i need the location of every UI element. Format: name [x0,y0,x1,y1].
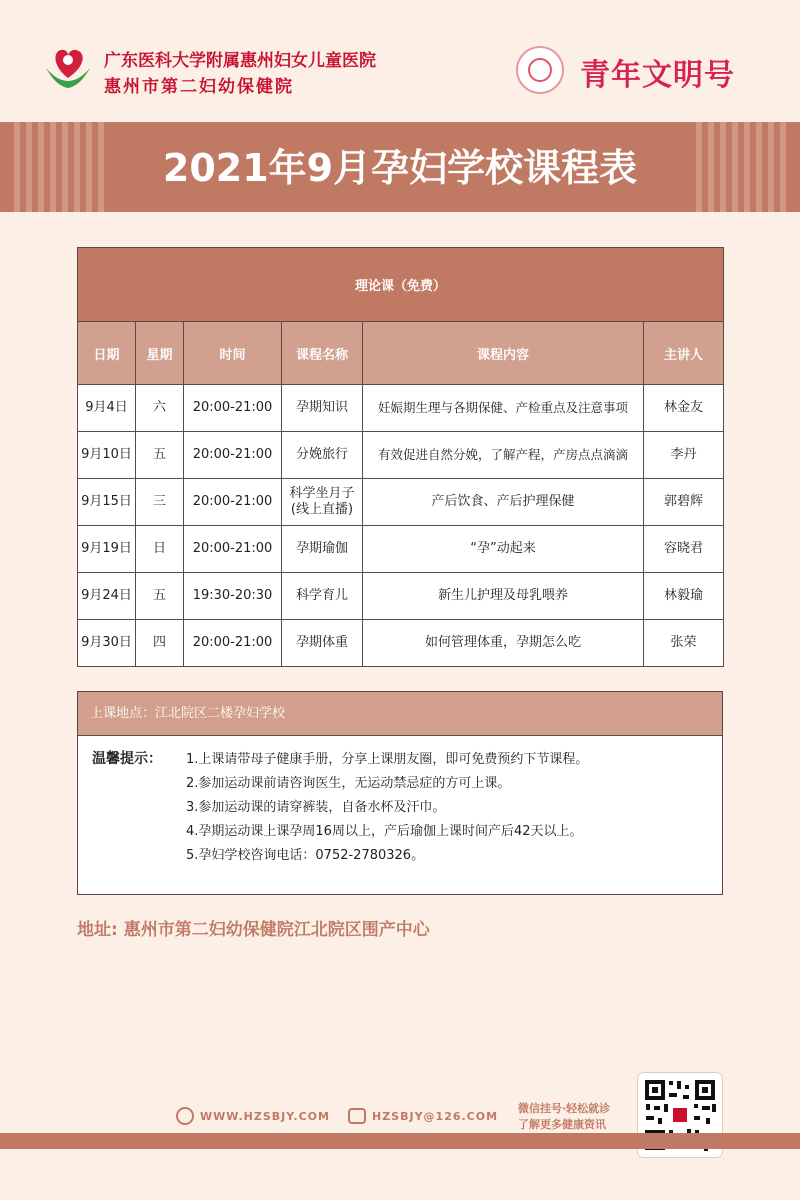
table-row [78,479,724,526]
youth-badge-text: 青年文明号 [580,58,735,93]
cell-time: 20:00-21:00 [184,432,282,479]
cell-speaker: 林毅瑜 [644,573,724,620]
cell-course-name: 分娩旅行 [282,432,363,479]
page-title: 2021年9月孕妇学校课程表 [162,146,638,190]
wechat-text-line2: 了解更多健康资讯 [518,1118,606,1131]
cell-speaker: 林金友 [644,385,724,432]
table-row [78,432,724,479]
header-weekday: 星期 [136,322,184,385]
website-link[interactable]: WWW.HZSBJY.COM [200,1110,330,1123]
cell-course-content: 如何管理体重，孕期怎么吃 [363,620,644,667]
title-box [118,128,682,208]
cell-speaker: 郭碧辉 [644,479,724,526]
website-icon [176,1107,194,1125]
cell-speaker: 李丹 [644,432,724,479]
cell-time: 19:30-20:30 [184,573,282,620]
tips-label: 温馨提示： [92,751,162,767]
info-panel [77,691,723,895]
cell-time: 20:00-21:00 [184,620,282,667]
header-speaker: 主讲人 [644,322,724,385]
cell-course-content: 新生儿护理及母乳喂养 [363,573,644,620]
cell-time: 20:00-21:00 [184,526,282,573]
cell-course-content: 有效促进自然分娩，了解产程，产房点点滴滴 [363,432,644,479]
table-caption: 理论课（免费） [78,248,724,322]
cell-date: 9月19日 [78,526,136,573]
cell-date: 9月24日 [78,573,136,620]
cell-course-name: 孕期体重 [282,620,363,667]
cell-course-name: 科学育儿 [282,573,363,620]
tip-item: 4.孕期运动课上课孕周16周以上，产后瑜伽上课时间产后42天以上。 [186,824,583,839]
email-link[interactable]: HZSBJY@126.COM [372,1110,499,1123]
schedule-table [77,247,724,667]
cell-course-name: 孕期知识 [282,385,363,432]
cell-weekday: 四 [136,620,184,667]
address: 地址: 惠州市第二妇幼保健院江北院区围产中心 [77,920,430,940]
cell-weekday: 五 [136,573,184,620]
table-row [78,385,724,432]
tip-item: 5.孕妇学校咨询电话：0752-2780326。 [186,848,425,863]
class-location: 上课地点：江北院区二楼孕妇学校 [78,692,722,736]
tip-item: 3.参加运动课的请穿裤装，自备水杯及汗巾。 [186,800,446,815]
table-row [78,620,724,667]
cell-time: 20:00-21:00 [184,385,282,432]
table-row [78,526,724,573]
cell-speaker: 容晓君 [644,526,724,573]
mail-icon [348,1108,366,1124]
cell-date: 9月4日 [78,385,136,432]
cell-course-content: 产后饮食、产后护理保健 [363,479,644,526]
org-name-line1: 广东医科大学附属惠州妇女儿童医院 [104,51,376,71]
wechat-text-line1: 微信挂号·轻松就诊 [518,1102,611,1115]
cell-time: 20:00-21:00 [184,479,282,526]
cell-date: 9月15日 [78,479,136,526]
header [0,0,800,115]
cell-course-content: “孕”动起来 [363,526,644,573]
cell-course-name: 科学坐月子 (线上直播) [282,479,363,526]
table-row [78,573,724,620]
cell-weekday: 五 [136,432,184,479]
footer-bar [0,1133,800,1149]
header-date: 日期 [78,322,136,385]
header-time: 时间 [184,322,282,385]
cell-date: 9月10日 [78,432,136,479]
org-name-line2: 惠州市第二妇幼保健院 [104,77,294,97]
cell-course-content: 妊娠期生理与各期保健、产检重点及注意事项 [363,385,644,432]
cell-weekday: 六 [136,385,184,432]
cell-speaker: 张荣 [644,620,724,667]
hospital-logo-icon [40,42,96,92]
cell-date: 9月30日 [78,620,136,667]
cell-weekday: 日 [136,526,184,573]
cell-course-name: 孕期瑜伽 [282,526,363,573]
tip-item: 1.上课请带母子健康手册，分享上课朋友圈，即可免费预约下节课程。 [186,752,589,767]
header-course-name: 课程名称 [282,322,363,385]
tip-item: 2.参加运动课前请咨询医生，无运动禁忌症的方可上课。 [186,776,511,791]
cell-weekday: 三 [136,479,184,526]
header-course-content: 课程内容 [363,322,644,385]
youth-badge-icon [516,46,564,94]
table-header-row [78,322,724,385]
